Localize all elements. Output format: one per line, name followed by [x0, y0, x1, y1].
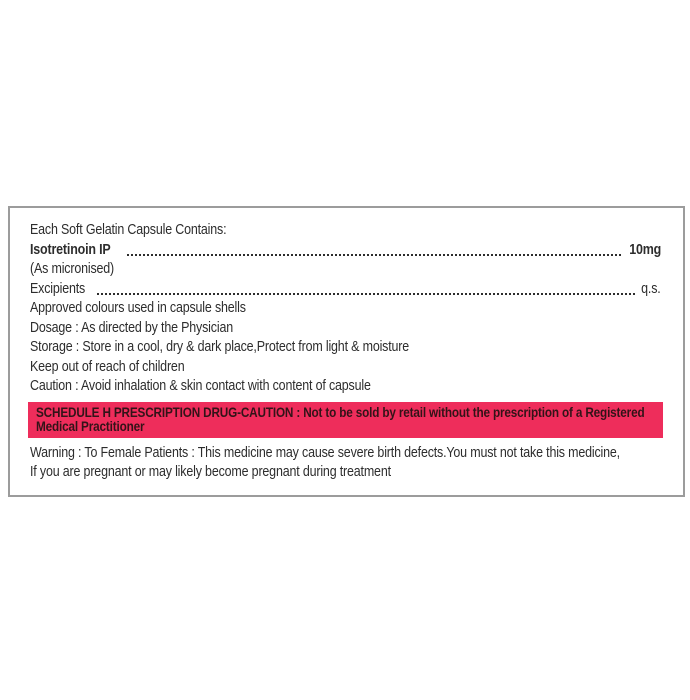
schedule-h-banner [28, 402, 663, 439]
excipients-quantity: q.s. [641, 280, 661, 297]
info-line-dosage [30, 319, 673, 339]
pregnancy-warning [30, 444, 673, 482]
info-line-keep-out-of-reach [30, 358, 673, 378]
schedule-h-banner-line [36, 405, 655, 420]
ingredient-row [30, 241, 673, 261]
warning-text: If you are pregnant or may likely become pregnant during treatment [30, 464, 391, 481]
schedule-h-banner-text: SCHEDULE H PRESCRIPTION DRUG-CAUTION : Not to be sold by retail without the prescription of a Registered [36, 403, 645, 420]
info-line-text: Keep out of reach of children [30, 358, 185, 375]
warning-line [30, 444, 673, 463]
info-line-text: Storage : Store in a cool, dry & dark place,Protect from light & moisture [30, 339, 410, 355]
ingredient-name: Isotretinoin IP [30, 241, 111, 258]
schedule-h-banner-text: Medical Practitioner [36, 418, 145, 435]
info-line-caution [30, 377, 673, 397]
composition-heading [30, 221, 673, 241]
info-line-text: Caution : Avoid inhalation & skin contact with content of capsule [30, 378, 371, 394]
schedule-h-banner-line [36, 419, 655, 434]
excipients-row [30, 280, 673, 300]
ingredient-strength: 10mg [629, 241, 661, 258]
ingredient-note [30, 260, 673, 280]
product-info-panel [8, 206, 685, 497]
info-line-storage [30, 338, 673, 358]
info-line-approved-colours [30, 299, 673, 319]
warning-line [30, 463, 673, 482]
ingredient-note-text: (As micronised) [30, 261, 115, 277]
info-line-text: Dosage : As directed by the Physician [30, 319, 233, 336]
warning-text: Warning : To Female Patients : This medicine may cause severe birth defects.You must not take this medicine, [30, 445, 620, 462]
dot-leader [127, 254, 621, 256]
composition-heading-text: Each Soft Gelatin Capsule Contains: [30, 222, 227, 238]
info-line-text: Approved colours used in capsule shells [30, 300, 246, 316]
dot-leader [97, 293, 635, 295]
excipients-name: Excipients [30, 280, 86, 297]
